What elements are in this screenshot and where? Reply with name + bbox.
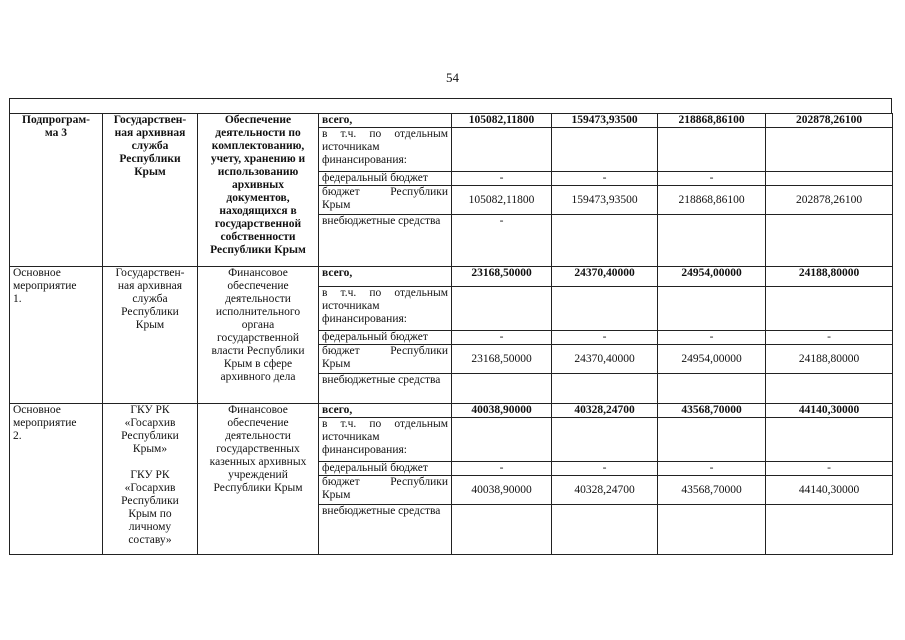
- executor-cell: ГКУ РК «Госархив Республики Крым» ГКУ РК «Госархив Республики Крым по личному составу»: [103, 404, 198, 555]
- amount-cell: [552, 287, 658, 331]
- amount-cell: [452, 374, 552, 404]
- amount-cell: -: [452, 172, 552, 186]
- amount-cell: [452, 418, 552, 462]
- amount-cell: [766, 505, 893, 555]
- funding-source-label: в т.ч. по отдельным источникам финансирования:: [319, 287, 452, 331]
- executor-cell: Государствен- ная архивная служба Республики Крым: [103, 114, 198, 267]
- amount-cell: [766, 215, 893, 267]
- funding-source-label: бюджет Республики Крым: [319, 476, 452, 505]
- executor-cell: Государствен- ная архивная служба Республики Крым: [103, 267, 198, 404]
- amount-cell: 202878,26100: [766, 114, 893, 128]
- funding-source-label: бюджет Республики Крым: [319, 345, 452, 374]
- amount-cell: 159473,93500: [552, 114, 658, 128]
- amount-cell: [452, 128, 552, 172]
- amount-cell: -: [552, 462, 658, 476]
- amount-cell: [552, 418, 658, 462]
- amount-cell: 40328,24700: [552, 476, 658, 505]
- amount-cell: [452, 505, 552, 555]
- amount-cell: 218868,86100: [658, 186, 766, 215]
- funding-source-label: всего,: [319, 114, 452, 128]
- amount-cell: [658, 505, 766, 555]
- amount-cell: -: [552, 172, 658, 186]
- amount-cell: [658, 287, 766, 331]
- page-number: 54: [446, 70, 459, 85]
- amount-cell: 43568,70000: [658, 476, 766, 505]
- table-row: [10, 114, 893, 128]
- program-name-cell: Подпрограм- ма 3: [10, 114, 103, 267]
- amount-cell: -: [452, 331, 552, 345]
- amount-cell: 23168,50000: [452, 345, 552, 374]
- amount-cell: [552, 374, 658, 404]
- funding-source-label: в т.ч. по отдельным источникам финансирования:: [319, 418, 452, 462]
- amount-cell: 24370,40000: [552, 345, 658, 374]
- amount-cell: 24370,40000: [552, 267, 658, 287]
- amount-cell: 40038,90000: [452, 476, 552, 505]
- amount-cell: [766, 287, 893, 331]
- amount-cell: -: [658, 331, 766, 345]
- amount-cell: 40038,90000: [452, 404, 552, 418]
- amount-cell: 23168,50000: [452, 267, 552, 287]
- funding-source-label: в т.ч. по отдельным источникам финансирования:: [319, 128, 452, 172]
- budget-table: [9, 113, 893, 555]
- amount-cell: [452, 287, 552, 331]
- funding-source-label: внебюджетные средства: [319, 505, 452, 555]
- table-row: [10, 267, 893, 287]
- amount-cell: [552, 505, 658, 555]
- amount-cell: -: [452, 462, 552, 476]
- amount-cell: [552, 128, 658, 172]
- table-row: [10, 404, 893, 418]
- table-header-strip: [9, 98, 892, 113]
- amount-cell: [766, 374, 893, 404]
- amount-cell: 40328,24700: [552, 404, 658, 418]
- funding-source-label: внебюджетные средства: [319, 374, 452, 404]
- amount-cell: -: [658, 462, 766, 476]
- amount-cell: -: [766, 462, 893, 476]
- program-name-cell: Основное мероприятие 1.: [10, 267, 103, 404]
- amount-cell: 105082,11800: [452, 114, 552, 128]
- funding-source-label: бюджет Республики Крым: [319, 186, 452, 215]
- amount-cell: -: [658, 172, 766, 186]
- amount-cell: [658, 215, 766, 267]
- funding-source-label: федеральный бюджет: [319, 462, 452, 476]
- amount-cell: -: [552, 331, 658, 345]
- amount-cell: 24954,00000: [658, 345, 766, 374]
- activity-description-cell: Финансовое обеспечение деятельности государственных казенных архивных учреждений Республики Крым: [198, 404, 319, 555]
- amount-cell: [658, 128, 766, 172]
- activity-description-cell: Финансовое обеспечение деятельности исполнительного органа государственной власти Республики Крым в сфере архивного дела: [198, 267, 319, 404]
- amount-cell: -: [452, 215, 552, 267]
- amount-cell: 218868,86100: [658, 114, 766, 128]
- amount-cell: 24954,00000: [658, 267, 766, 287]
- funding-source-label: всего,: [319, 267, 452, 287]
- amount-cell: 105082,11800: [452, 186, 552, 215]
- funding-source-label: всего,: [319, 404, 452, 418]
- amount-cell: 44140,30000: [766, 476, 893, 505]
- activity-description-cell: Обеспечение деятельности по комплектованию, учету, хранению и использованию архивных документов, находящихся в государственной собственности Республики Крым: [198, 114, 319, 267]
- amount-cell: 202878,26100: [766, 186, 893, 215]
- amount-cell: [658, 374, 766, 404]
- amount-cell: 43568,70000: [658, 404, 766, 418]
- funding-source-label: федеральный бюджет: [319, 172, 452, 186]
- amount-cell: [766, 418, 893, 462]
- amount-cell: 24188,80000: [766, 345, 893, 374]
- amount-cell: 44140,30000: [766, 404, 893, 418]
- amount-cell: -: [766, 331, 893, 345]
- amount-cell: 24188,80000: [766, 267, 893, 287]
- funding-source-label: федеральный бюджет: [319, 331, 452, 345]
- amount-cell: 159473,93500: [552, 186, 658, 215]
- amount-cell: [552, 215, 658, 267]
- amount-cell: [766, 172, 893, 186]
- amount-cell: [766, 128, 893, 172]
- amount-cell: [658, 418, 766, 462]
- program-name-cell: Основное мероприятие 2.: [10, 404, 103, 555]
- funding-source-label: внебюджетные средства: [319, 215, 452, 267]
